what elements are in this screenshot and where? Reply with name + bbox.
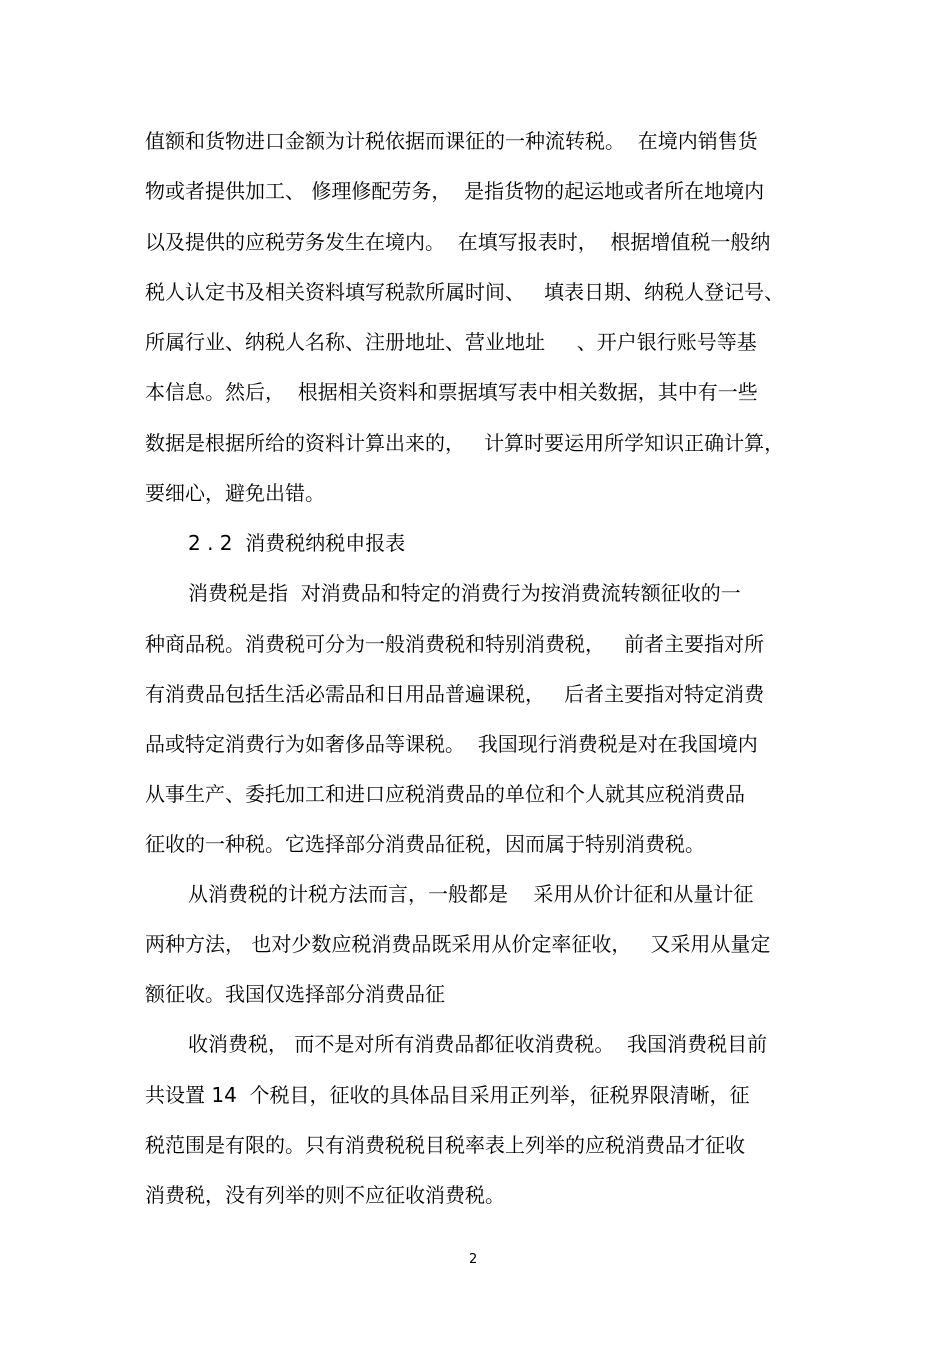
text-line: 收消费税， 而不是对所有消费品都征收消费税。 我国消费税目前 [188, 1032, 768, 1056]
text-line: 物或者提供加工、 修理修配劳务， 是指货物的起运地或者所在地境内 [145, 179, 765, 203]
text-line: 要细心，避免出错。 [145, 481, 325, 505]
text-line: 有消费品包括生活必需品和日用品普遍课税， 后者主要指对特定消费 [145, 682, 765, 706]
page-number: 2 [469, 1252, 478, 1267]
text-line: 征收的一种税。它选择部分消费品征税，因而属于特别消费税。 [145, 832, 705, 856]
text-line: 共设置 14 个税目，征收的具体品目采用正列举，征税界限清晰，征 [145, 1083, 750, 1107]
text-line: 消费税是指 对消费品和特定的消费行为按消费流转额征收的一 [188, 581, 741, 605]
text-line: 以及提供的应税劳务发生在境内。 在填写报表时， 根据增值税一般纳 [145, 230, 771, 254]
text-line: 本信息。然后， 根据相关资料和票据填写表中相关数据，其中有一些 [145, 380, 758, 404]
text-line: 从事生产、委托加工和进口应税消费品的单位和个人就其应税消费品 [145, 782, 745, 806]
text-line: 数据是根据所给的资料计算出来的， 计算时要运用所学知识正确计算， [145, 431, 785, 455]
text-line: 所属行业、纳税人名称、注册地址、营业地址 、开户银行账号等基 [145, 330, 757, 354]
text-line: 税人认定书及相关资料填写税款所属时间、 填表日期、纳税人登记号、 [145, 280, 785, 304]
text-line: 值额和货物进口金额为计税依据而课征的一种流转税。 在境内销售货 [145, 129, 758, 153]
text-line: 额征收。我国仅选择部分消费品征 [145, 982, 445, 1006]
text-line: 从消费税的计税方法而言，一般都是 采用从价计征和从量计征 [188, 882, 754, 906]
text-line: 种商品税。消费税可分为一般消费税和特别消费税， 前者主要指对所 [145, 632, 765, 656]
text-line: 两种方法， 也对少数应税消费品既采用从价定率征收， 又采用从量定 [145, 932, 771, 956]
text-line: 税范围是有限的。只有消费税税目税率表上列举的应税消费品才征收 [145, 1133, 745, 1157]
section-heading: 2 . 2 消费税纳税申报表 [188, 531, 406, 555]
text-line: 品或特定消费行为如奢侈品等课税。 我国现行消费税是对在我国境内 [145, 732, 758, 756]
text-line: 消费税，没有列举的则不应征收消费税。 [145, 1183, 505, 1207]
